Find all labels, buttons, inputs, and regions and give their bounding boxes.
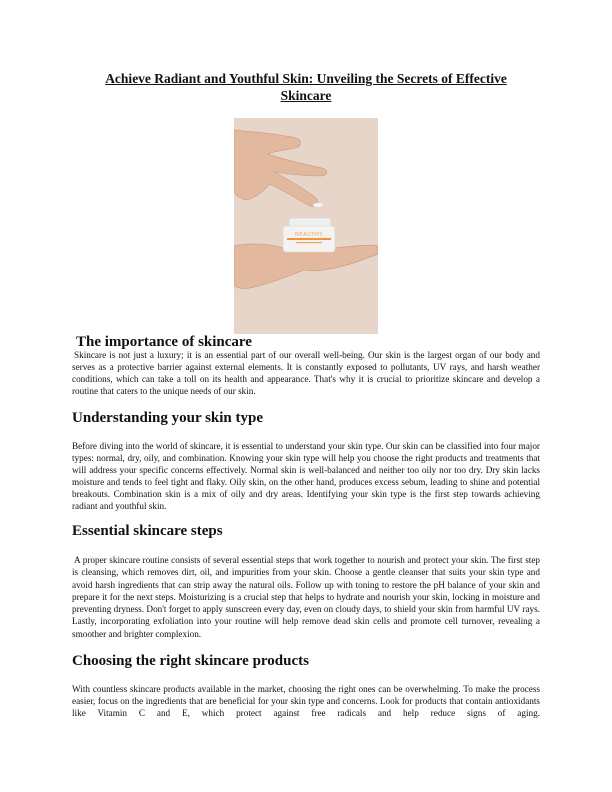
section-heading: Understanding your skin type	[72, 410, 264, 426]
hero-image	[234, 118, 378, 334]
svg-text:NEAUTHY: NEAUTHY	[294, 232, 324, 238]
section-paragraph: With countless skincare products available in the market, choosing the right ones can be overwhelming. To make the process easier, focus on the ingredients that are beneficial for your skin type and concerns. Look for products that contain antioxidants like Vitamin C and E, which protect against free radicals and help reduce signs of aging.	[72, 684, 540, 718]
section-paragraph: A proper skincare routine consists of several essential steps that work together to nourish and protect your skin. The first step is cleansing, which removes dirt, oil, and impurities from your skin. Choose a gentle cleanser that suits your skin type and avoid harsh ingredients that can strip away the natural oils. Follow up with toning to restore the pH balance of your skin and prepare it for the next steps. Moisturizing is a crucial step that helps to hydrate and nourish your skin, locking in moisture and preventing dryness. Don't forget to apply sunscreen every day, even on cloudy days, to shield your skin from harmful UV rays. Lastly, incorporating exfoliation into your routine will help remove dead skin cells and promote cell turnover, revealing a smoother and brighter complexion.	[72, 555, 540, 639]
section-heading: Choosing the right skincare products	[72, 653, 309, 669]
section-heading: Essential skincare steps	[72, 523, 223, 539]
document-title: Achieve Radiant and Youthful Skin: Unveiling the Secrets of Effective Skincare	[105, 71, 507, 103]
cream-jar	[283, 218, 335, 252]
section-paragraph: Skincare is not just a luxury; it is an essential part of our overall well-being. Our skin is the largest organ of our body and serves as a protective barrier against external elements. It is constantly exposed to pollutants, UV rays, and harsh weather conditions, which can take a toll on its health and appearance. That's why it is crucial to prioritize skincare and develop a routine that caters to the unique needs of our skin.	[72, 350, 540, 396]
section-paragraph: Before diving into the world of skincare, it is essential to understand your skin type. Our skin can be classified into four major types: normal, dry, oily, and combination. Knowing your skin type will help you choose the right products and treatments that will address your specific concerns effectively. Normal skin is well-balanced and neither too oily nor too dry. Dry skin lacks moisture and tends to feel tight and flaky. Oily skin, on the other hand, produces excess sebum, leading to shine and potential breakouts. Combination skin is a mix of oily and dry areas. Identifying your skin type is the first step towards achieving radiant and youthful skin.	[72, 441, 540, 511]
section-heading: The importance of skincare	[76, 334, 252, 350]
